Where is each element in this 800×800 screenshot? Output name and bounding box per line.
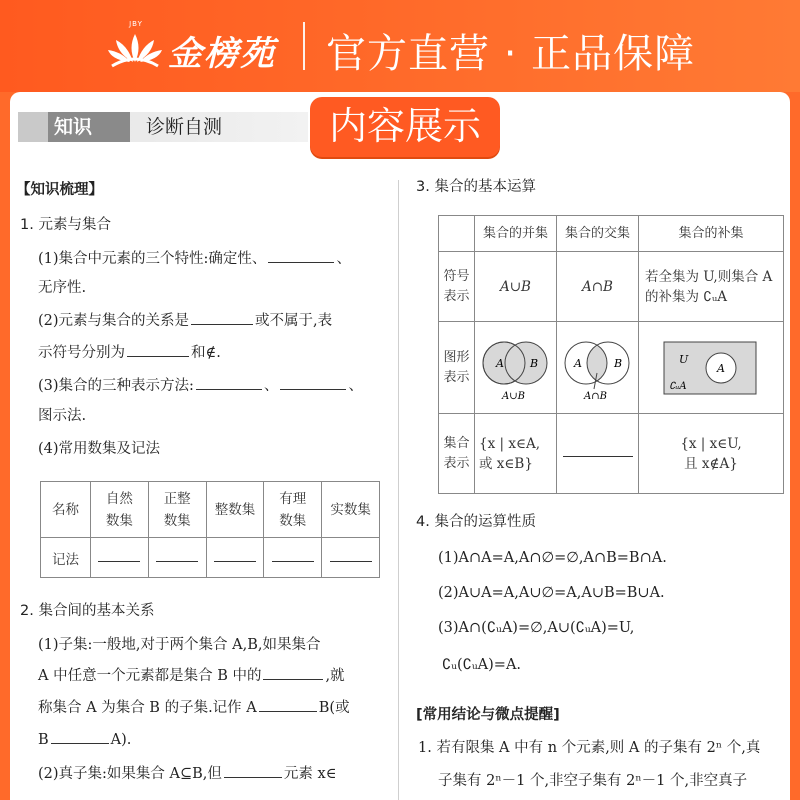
table-header-cell: 整数集 — [206, 482, 264, 538]
table-header-cell: 集合的交集 — [557, 216, 639, 252]
item2-line1: (1)子集:一般地,对于两个集合 A,B,如果集合 — [38, 637, 321, 653]
top-banner — [0, 0, 800, 92]
table-blank-cell — [322, 538, 380, 578]
table-header-cell: 自然 数集 — [91, 482, 149, 538]
fill-blank — [214, 550, 256, 562]
venn-complement-label: ∁ᵤA — [669, 380, 687, 392]
venn-a-label: A — [573, 356, 582, 370]
fill-blank — [191, 311, 253, 325]
banner-divider — [303, 22, 305, 70]
fill-blank — [259, 698, 317, 712]
item1-p4: (4)常用数集及记法 — [38, 441, 161, 457]
section-title: 诊断自测 — [146, 116, 223, 138]
item2-line4: B A). — [38, 732, 132, 748]
table-row — [439, 414, 784, 494]
item4-title: 4. 集合的运算性质 — [416, 514, 536, 530]
venn-b-label: B — [529, 356, 538, 370]
item1-p3-line1: (3)集合的三种表示方法: 、 、 — [38, 378, 363, 394]
fill-blank — [156, 550, 198, 562]
table-blank-cell — [91, 538, 149, 578]
logo-text: 金榜苑 — [168, 34, 276, 74]
table-row — [439, 216, 784, 252]
table-row — [41, 538, 380, 578]
fill-blank — [563, 447, 633, 457]
knowledge-summary-heading: 【知识梳理】 — [16, 182, 103, 198]
set-operations-table — [438, 215, 784, 494]
venn-intersection-label: A∩B — [583, 390, 607, 402]
intersection-venn-diagram — [558, 333, 638, 403]
table-row-label: 图形 表示 — [439, 322, 475, 414]
table-row — [439, 322, 784, 414]
table-header-cell: 集合的并集 — [475, 216, 557, 252]
venn-u-label: U — [679, 352, 689, 366]
number-set-table — [40, 481, 380, 578]
fill-blank — [98, 550, 140, 562]
table-blank-cell — [264, 538, 322, 578]
fill-blank — [280, 376, 346, 390]
fill-blank — [51, 730, 109, 744]
complement-venn-cell — [639, 322, 784, 414]
table-row-label: 符号 表示 — [439, 252, 475, 322]
complement-set-notation: {x | x∈U, 且 x∉A} — [639, 414, 784, 494]
table-header-cell: 实数集 — [322, 482, 380, 538]
union-venn-diagram — [476, 333, 556, 403]
item2-line5: (2)真子集:如果集合 A⊆B,但 元素 x∈ — [38, 766, 337, 782]
table-corner-cell — [439, 216, 475, 252]
item4-line1: (1)A∩A=A,A∩∅=∅,A∩B=B∩A. — [438, 550, 667, 566]
intersection-venn-cell — [557, 322, 639, 414]
venn-union-label: A∪B — [501, 390, 525, 402]
intersection-symbol: A∩B — [557, 252, 639, 322]
venn-a-label: A — [495, 356, 504, 370]
union-symbol: A∪B — [475, 252, 557, 322]
item2-line3: 称集合 A 为集合 B 的子集.记作 A B(或 — [38, 700, 350, 716]
table-header-cell: 集合的补集 — [639, 216, 784, 252]
book-flower-logo-icon — [106, 22, 164, 72]
union-set-notation: {x | x∈A, 或 x∈B} — [475, 414, 557, 494]
item2-line2: A 中任意一个元素都是集合 B 中的 ,就 — [38, 668, 345, 684]
item1-p1-line1: (1)集合中元素的三个特性:确定性、 、 — [38, 251, 351, 267]
fill-blank — [196, 376, 262, 390]
table-blank-cell — [206, 538, 264, 578]
table-row-label: 名称 — [41, 482, 91, 538]
complement-venn-diagram — [661, 339, 761, 397]
venn-a-label: A — [717, 361, 725, 375]
item1-title: 1. 元素与集合 — [20, 217, 111, 233]
table-row-label: 记法 — [41, 538, 91, 578]
item4-line2: (2)A∪A=A,A∪∅=A,A∪B=B∪A. — [438, 585, 665, 601]
union-venn-cell — [475, 322, 557, 414]
fill-blank — [330, 550, 372, 562]
venn-b-label: B — [613, 356, 622, 370]
complement-symbol: 若全集为 U,则集合 A 的补集为 ∁ᵤA — [639, 252, 784, 322]
content-page — [10, 92, 790, 800]
column-divider — [398, 180, 399, 800]
content-showcase-badge: 内容展示 — [310, 97, 500, 157]
table-blank-cell — [148, 538, 206, 578]
brand-logo — [106, 20, 294, 76]
item3-title: 3. 集合的基本运算 — [416, 179, 536, 195]
notes-line1: 1. 若有限集 A 中有 n 个元素,则 A 的子集有 2ⁿ 个,真 — [418, 740, 761, 756]
table-row-label: 集合 表示 — [439, 414, 475, 494]
table-row — [41, 482, 380, 538]
notes-line2: 子集有 2ⁿ－1 个,非空子集有 2ⁿ－1 个,非空真子 — [438, 773, 748, 789]
table-row — [439, 252, 784, 322]
fill-blank — [224, 764, 282, 778]
item4-line4: ∁ᵤ(∁ᵤA)=A. — [442, 657, 522, 673]
item1-p3-line2: 图示法. — [38, 408, 87, 424]
item2-title: 2. 集合间的基本关系 — [20, 603, 155, 619]
fill-blank — [127, 343, 189, 357]
table-header-cell: 正整 数集 — [148, 482, 206, 538]
item4-line3: (3)A∩(∁ᵤA)=∅,A∪(∁ᵤA)=U, — [438, 620, 635, 636]
fill-blank — [272, 550, 314, 562]
item1-p1-line2: 无序性. — [38, 280, 87, 296]
fill-blank — [263, 666, 323, 680]
section-tag: 知识 — [18, 112, 130, 142]
fill-blank — [268, 249, 334, 263]
table-header-cell: 有理 数集 — [264, 482, 322, 538]
item1-p2-line1: (2)元素与集合的关系是 或不属于,表 — [38, 313, 333, 329]
logo-sub-text: JBY — [129, 20, 143, 28]
banner-slogan: 官方直营 · 正品保障 — [326, 31, 696, 77]
item1-p2-line2: 示符号分别为 和∉. — [38, 345, 221, 361]
notes-heading: [常用结论与微点提醒] — [416, 707, 560, 723]
intersection-set-blank — [557, 414, 639, 494]
